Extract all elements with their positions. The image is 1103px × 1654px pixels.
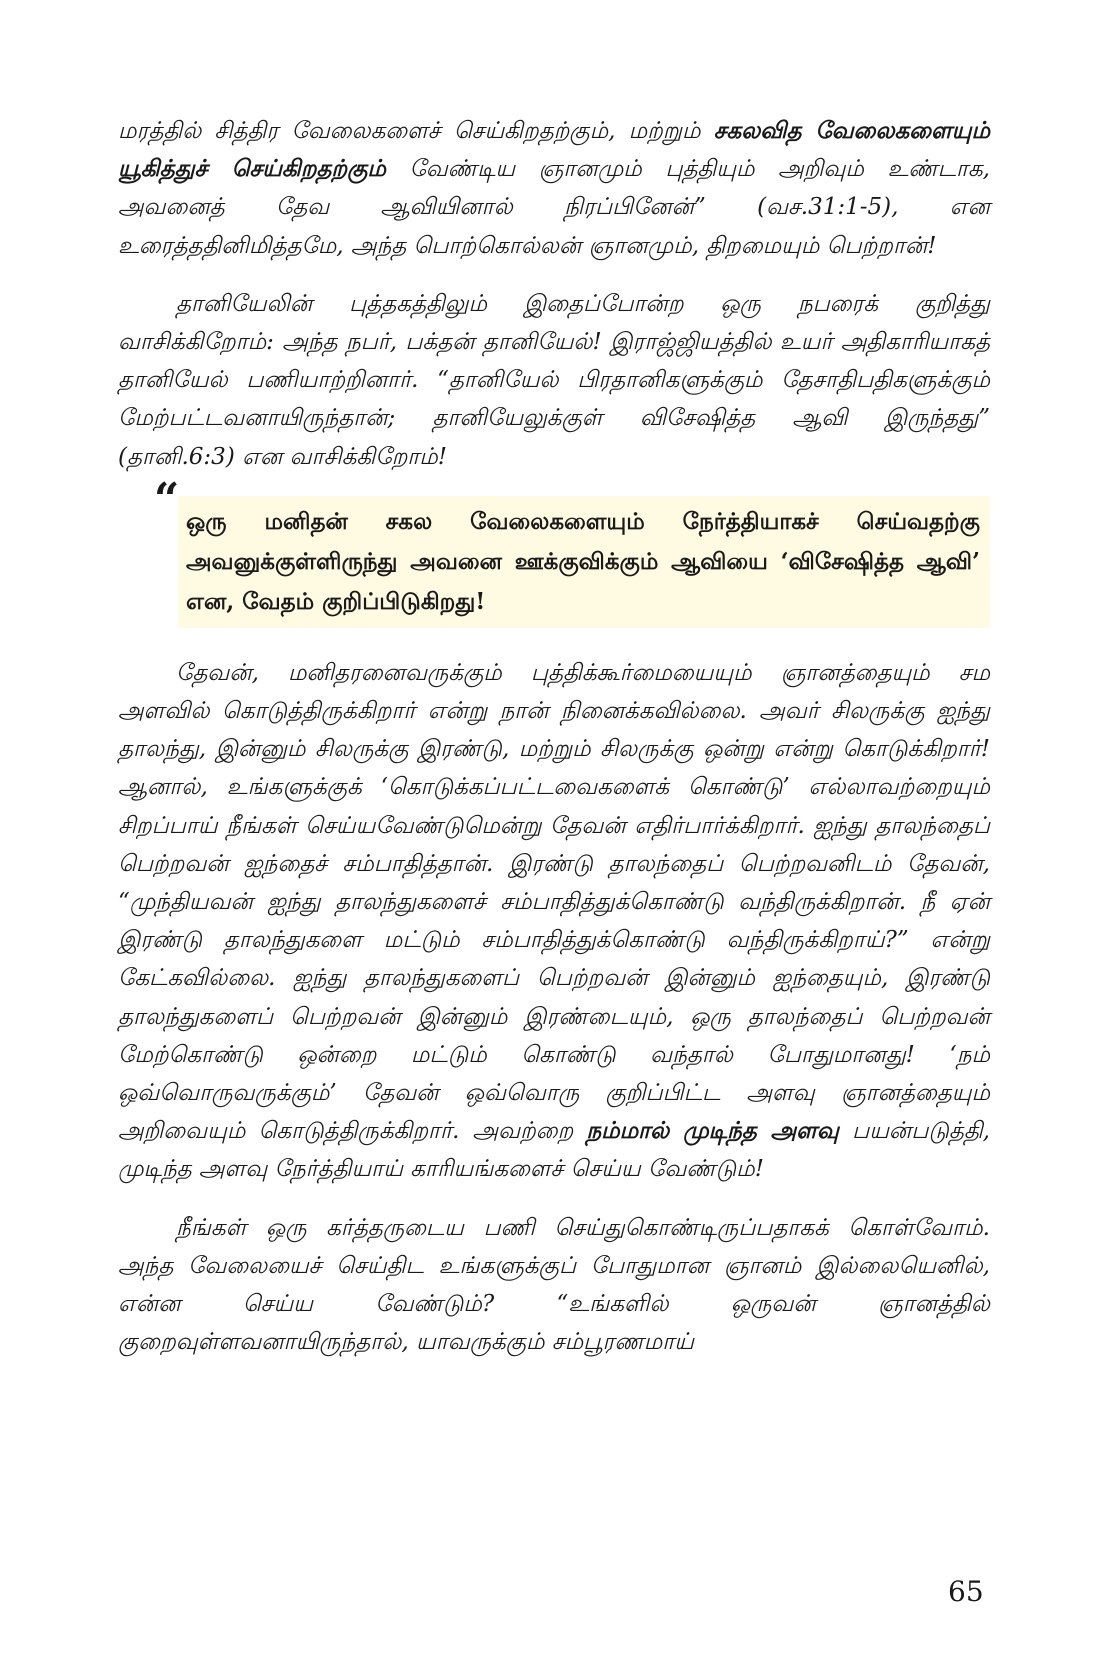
- paragraph-4-text: நீங்கள் ஒரு கர்த்தருடைய பணி செய்துகொண்டிருப்பதாகக் கொள்வோம். அந்த வேலையைச் செய்திட உங்களுக்குப் போதுமான ஞானம் இல்லையெனில், என்ன செய்ய வேண்டும்? “உங்களில் ஒருவன் ஞானத்தில் குறைவுள்ளவனாயிருந்தால், யாவருக்கும் சம்பூரணமாய்: [118, 1214, 990, 1356]
- page-body: [118, 112, 990, 1381]
- paragraph-1-text-a: மரத்தில் சித்திர வேலைகளைச் செய்கிறதற்கும், மற்றும்: [118, 118, 714, 144]
- paragraph-1-text-b: வேண்டிய ஞானமும் புத்தியும் அறிவும் உண்டாக, அவனைத் தேவ ஆவியினால் நிரப்பினேன்” (வச.31:1-5), என உரைத்ததினிமித்தமே, அந்த பொற்கொல்லன் ஞானமும், திறமையும் பெற்றான்!: [118, 156, 990, 259]
- paragraph-2: [118, 285, 990, 476]
- paragraph-4: [118, 1209, 990, 1362]
- paragraph-3-text-a: தேவன், மனிதரனைவருக்கும் புத்திக்கூர்மையையும் ஞானத்தையும் சம அளவில் கொடுத்திருக்கிறார் என்று நான் நினைக்கவில்லை. அவர் சிலருக்கு ஐந்து தாலந்து, இன்னும் சிலருக்கு இரண்டு, மற்றும் சிலருக்கு ஒன்று என்று கொடுக்கிறார்! ஆனால், உங்களுக்குக் ‘கொடுக்கப்பட்டவைகளைக் கொண்டு’ எல்லாவற்றையும் சிறப்பாய் நீங்கள் செய்யவேண்டுமென்று தேவன் எதிர்பார்க்கிறார். ஐந்து தாலந்தைப் பெற்றவன் ஐந்தைச் சம்பாதித்தான். இரண்டு தாலந்தைப் பெற்றவனிடம் தேவன், “முந்தியவன் ஐந்து தாலந்துகளைச் சம்பாதித்துக்கொண்டு வந்திருக்கிறான். நீ ஏன் இரண்டு தாலந்துகளை மட்டும் சம்பாதித்துக்கொண்டு வந்திருக்கிறாய்?” என்று கேட்கவில்லை. ஐந்து தாலந்துகளைப் பெற்றவன் இன்னும் ஐந்தையும், இரண்டு தாலந்துகளைப் பெற்றவன் இன்னும் இரண்டையும், ஒரு தாலந்தைப் பெற்றவன் மேற்கொண்டு ஒன்றை மட்டும் கொண்டு வந்தால் போதுமானது! ‘நம் ஒவ்வொருவருக்கும்’ தேவன் ஒவ்வொரு குறிப்பிட்ட அளவு ஞானத்தையும் அறிவையும் கொடுத்திருக்கிறார். அவற்றை: [118, 659, 990, 1145]
- page-number: 65: [948, 1575, 984, 1608]
- paragraph-3-bold: நம்மால் முடிந்த அளவு: [586, 1117, 839, 1145]
- pull-quote-text: ஒரு மனிதன் சகல வேலைகளையும் நேர்த்தியாகச் செய்வதற்கு அவனுக்குள்ளிருந்து அவனை ஊக்குவிக்கும் ஆவியை ‘விசேஷித்த ஆவி’ என, வேதம் குறிப்பிடுகிறது!: [178, 496, 990, 628]
- quote-mark-icon: “: [154, 473, 180, 525]
- paragraph-2-text: தானியேலின் புத்தகத்திலும் இதைப்போன்ற ஒரு நபரைக் குறித்து வாசிக்கிறோம்: அந்த நபர், பக்தன் தானியேல்! இராஜ்ஜியத்தில் உயர் அதிகாரியாகத் தானியேல் பணியாற்றினார். “தானியேல் பிரதானிகளுக்கும் தேசாதிபதிகளுக்கும் மேற்பட்டவனாயிருந்தான்; தானியேலுக்குள் விசேஷித்த ஆவி இருந்தது” (தானி.6:3) என வாசிக்கிறோம்!: [118, 290, 990, 470]
- paragraph-3-text-b: பயன்படுத்தி, முடிந்த அளவு நேர்த்தியாய் காரியங்களைச் செய்ய வேண்டும்!: [118, 1118, 990, 1183]
- paragraph-1: [118, 112, 990, 265]
- paragraph-3: [118, 654, 990, 1189]
- paragraph-1-bold: சகலவித வேலைகளையும் யூகித்துச் செய்கிறதற்கும்: [118, 117, 990, 183]
- pull-quote: [118, 473, 990, 628]
